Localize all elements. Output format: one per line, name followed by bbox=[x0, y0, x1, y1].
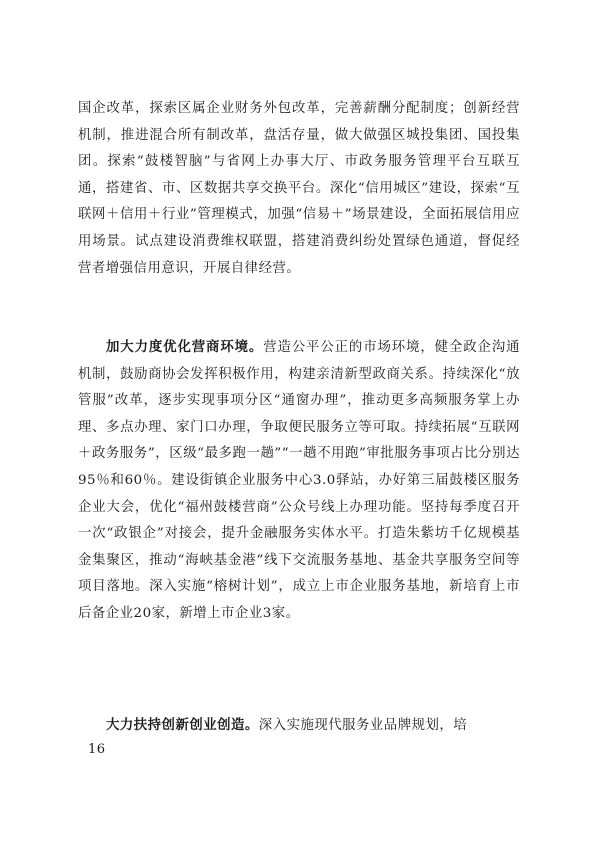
paragraph-text: 深入实施现代服务业品牌规划，培 bbox=[258, 718, 468, 733]
paragraph-text: 营造公平公正的市场环境，健全政企沟通机制，鼓励商协会发挥积极作用，构建亲清新型政商关系。持续深化“放管服”改革，逐步实现事项分区“通窗办理”，推动更多高频服务掌上办理、多点办理、家门口办理，争取便民服务立等可取。持续拓展“互联网＋政务服务”，区级“最多跑一趟”“一趟不用跑”审批服务事项占比分别达95％和60％。建设街镇企业服务中心3.0驿站，办好第三届鼓楼区服务企业大会，优化“福州鼓楼营商”公众号线上办理功能。坚持每季度召开一次“政银企”对接会，提升金融服务实体水平。打造朱紫坊千亿规模基金集聚区，推动“海峡基金港”线下交流服务基地、基金共享服务空间等项目落地。深入实施“榕树计划”，成立上市企业服务基地，新培育上市后备企业20家，新增上市企业3家。 bbox=[78, 340, 521, 621]
page-number: 16 bbox=[88, 742, 106, 757]
paragraph-text: 国企改革，探索区属企业财务外包改革，完善薪酬分配制度；创新经营机制，推进混合所有制改革，盘活存量，做大做强区城投集团、国投集团。探索“鼓楼智脑”与省网上办事大厅、市政务服务管理平台互联互通，搭建省、市、区数据共享交换平台。深化“信用城区”建设，探索“互联网＋信用＋行业”管理模式，加强“信易＋”场景建设，全面拓展信用应用场景。试点建设消费维权联盟，搭建消费纠纷处置绿色通道，督促经营者增强信用意识，开展自律经营。 bbox=[78, 101, 520, 276]
paragraph-innovation-entrepreneurship bbox=[78, 712, 520, 740]
paragraph-business-environment bbox=[78, 334, 520, 628]
paragraph-state-enterprise-reform bbox=[78, 95, 520, 282]
paragraph-lead: 大力扶持创新创业创造。 bbox=[106, 717, 259, 733]
paragraph-lead: 加大力度优化营商环境。 bbox=[106, 339, 264, 355]
